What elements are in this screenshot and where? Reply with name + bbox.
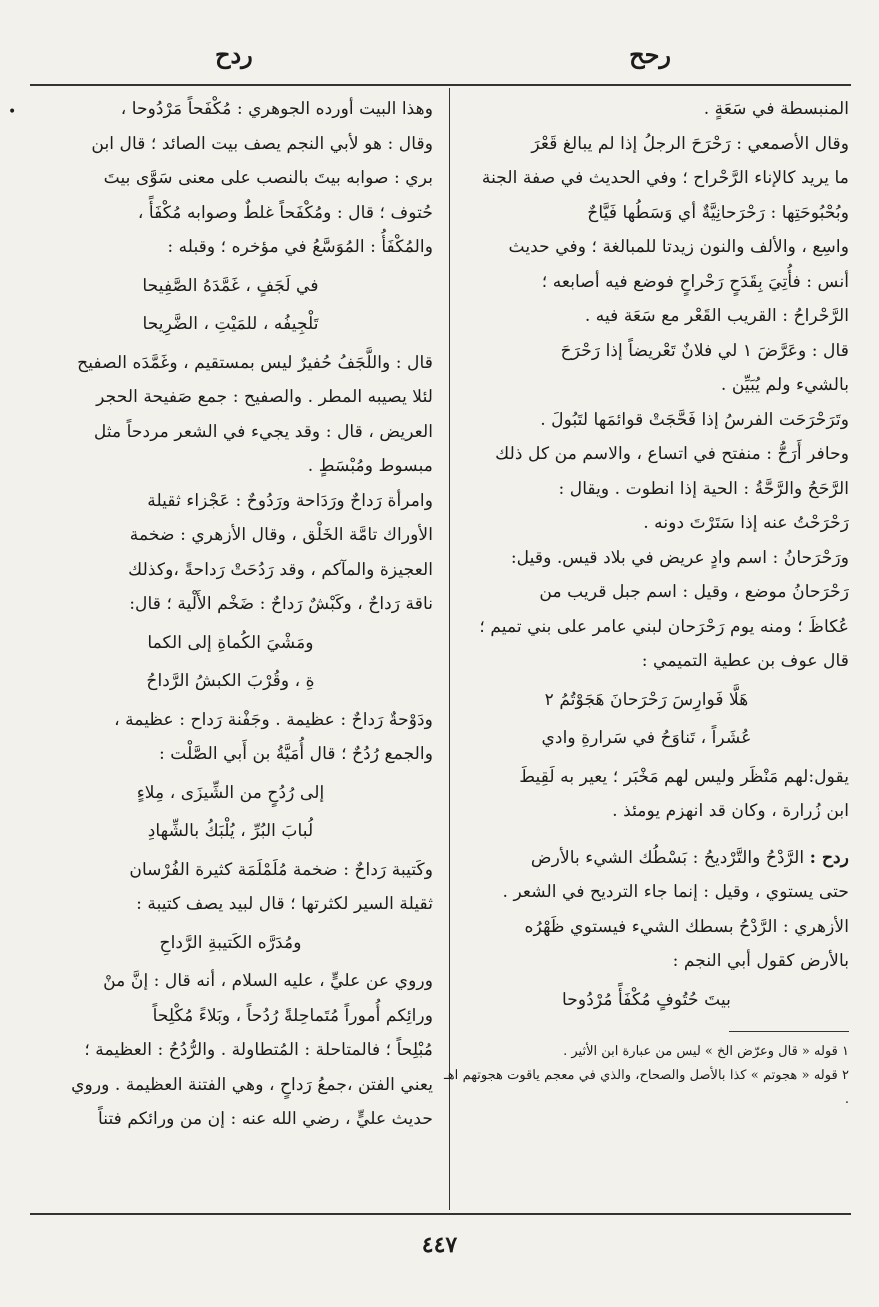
- text-line: وقال الأصمعي : رَحْرَحَ الرجلُ إذا لم يبالغ قَعْرَ: [531, 133, 849, 154]
- text-line: [444, 841, 849, 876]
- text-line: رَحْرَحْتُ عنه إذا سَتَرْتَ دونه .: [643, 513, 849, 533]
- bottom-rule: [30, 1213, 851, 1215]
- text-line: ورائِكم أُموراً مُتَماحِلةً رُدُحاً ، وبَلاءً مُكْلِحاً: [152, 1005, 433, 1026]
- text-line: وقال : هو لأبي النجم يصف بيت الصائد ؛ قال ابن: [91, 133, 433, 154]
- text-line: وحافر أَرَحُّ : منفتح في اتساع ، والاسم من كل ذلك: [495, 444, 849, 464]
- left-column: [28, 92, 433, 1137]
- text-line: مُبْلِحاً ؛ فالمتاحلة : المُتطاولة . والرُّدُحُ : العظيمة ؛: [84, 1040, 433, 1060]
- text-line: الأزهري : الرَّدْحُ بسطك الشيء فيستوي ظَهْرُه: [524, 916, 849, 937]
- text-line: وروي عن عليٍّ ، عليه السلام ، أنه قال : إنَّ منْ: [103, 971, 433, 991]
- text-line: واسِع ، والألف والنون زيدتا للمبالغة ؛ وفي حديث: [508, 237, 849, 257]
- footnotes: [444, 1040, 849, 1112]
- text-line: الرَّحَحُ والرَّحَّةُ : الحية إذا انطوت . ويقال :: [558, 478, 849, 499]
- text-line: مبسوط ومُبْسَطٍ .: [307, 456, 433, 476]
- text-line: وامرأة رَداحٌ ورَدَاحة ورَدُوحٌ : عَجْزاء ثقيلة: [147, 490, 433, 511]
- footnote: ١ قوله « قال وعرّض الخ » ليس من عبارة ابن الأثير .: [563, 1044, 849, 1059]
- text-line: الأوراك تامَّة الخَلْق ، وقال الأزهري : ضخمة: [129, 525, 433, 545]
- text-line: قال : واللَّجَفُ حُفيرٌ ليس بمستقيم ، وغَمَّدَه الصفيح: [77, 352, 433, 373]
- text-line: وهذا البيت أورده الجوهري : مُكْفَحاً مَرْدُوحا ،: [120, 99, 433, 119]
- margin-bullet: •: [8, 104, 17, 120]
- text-line: بالشيء ولم يُبَيِّن .: [720, 375, 849, 395]
- text-line: يعني الفتن ،جمعُ رَداحٍ ، وهي الفتنة العظيمة . وروي: [71, 1074, 433, 1095]
- footnote: ٢ قوله « هجوتم » كذا بالأصل والصحاح، والذي في معجم ياقوت هجوتهم اهـ .: [444, 1068, 849, 1107]
- text-line: يقول:لهم مَنْظَر وليس لهم مَخْبَر ؛ يعير به لَقِيطَ: [519, 766, 849, 787]
- text-line: ثقيلة السير لكثرتها ؛ قال لبيد يصف كتيبة :: [136, 894, 433, 914]
- text-line: وتَرَحْرَحَت الفرسُ إذا فَحَّجَتْ قوائمَها لتَبُولَ .: [540, 409, 849, 430]
- text-line: ناقة رَداحٌ ، وكَبْشٌ رَداحٌ : ضَخْم الأَلْية ؛ قال:: [129, 594, 433, 614]
- text-line: حُتوف ؛ قال : ومُكْفَحاً غلطٌ وصوابه مُكْفَأً ،: [137, 202, 433, 223]
- text-line: بالأرض كقول أبي النجم :: [672, 951, 849, 971]
- verse-line: تَلْجِيفُه ، للمَيْتِ ، الضَّرِيحا: [142, 314, 319, 334]
- verse-line: لُبابَ البُرِّ ، يُلْبَكُ بالشِّهادِ: [147, 821, 314, 841]
- right-column: [444, 92, 849, 1112]
- entry-headword: ردح :: [809, 847, 849, 868]
- text-line: قال عوف بن عطية التميمي :: [641, 651, 849, 671]
- verse-line: ومَشْيَ الكُماةِ إلى الكما: [147, 632, 314, 653]
- text-line: الرَّحْراحُ : القريب القَعْر مع سَعَة فيه .: [584, 306, 849, 326]
- text-line: رَحْرَحانُ موضع ، وقيل : اسم جبل قريب من: [539, 582, 849, 602]
- text-line: قال : وعَرَّضَ ١ لي فلانٌ تَعْريضاً إذا رَحْرَحَ: [560, 340, 849, 361]
- text-line: والجمع رُدُحٌ ؛ قال أُمَيَّةُ بن أَبي الصَّلْت :: [158, 744, 433, 764]
- verse-line: ومُدَرَّه الكَتيبةِ الرَّداحِ: [159, 932, 302, 953]
- text-line: حتى يستوي ، وقيل : إنما جاء الترديح في الشعر .: [502, 882, 849, 902]
- entry-text: الرَّدْحُ والتَّرْديحُ : بَسْطُك الشيء بالأرض: [530, 847, 805, 868]
- text-line: وبُحْبُوحَتِها : رَحْرَحانِيَّةٌ أي وَسَطُها فَيَّاحٌ: [587, 202, 849, 223]
- left-header-word: ردح: [215, 40, 253, 69]
- verse-line: في لَجَفٍ ، غَمَّدَهُ الصَّفِيحا: [142, 275, 319, 296]
- text-line: ودَوْحةٌ رَداحٌ : عظيمة . وجَفْنة رَداح : عظيمة ،: [114, 709, 433, 730]
- entry-gap: [444, 829, 849, 841]
- text-line: العجيزة والمآكم ، وقد رَدُحَتْ رَداحةً ،وكذلك: [128, 559, 433, 580]
- top-rule: [30, 84, 851, 86]
- verse-line: إلى رُدُحٍ من الشِّيزَى ، مِلاءٍ: [136, 782, 325, 803]
- right-header-word: رحح: [629, 40, 671, 69]
- verse-line: ةِ ، وقُرْبَ الكبشُ الرَّداحُ: [146, 671, 315, 691]
- text-line: العريض ، قال : وقد يجيء في الشعر مردحاً مثل: [93, 421, 433, 442]
- text-line: وكَتيبة رَداحٌ : ضخمة مُلَمْلَمَة كثيرة الفُرْسان: [129, 859, 433, 880]
- page-number: ٤٤٧: [421, 1232, 458, 1258]
- text-line: لئلا يصيبه المطر . والصفيح : جمع صَفيحة الحجر: [96, 387, 433, 407]
- text-line: بري : صوابه بيتَ بالنصب على معنى سَوَّى بيتَ: [103, 168, 433, 188]
- text-line: حديث عليٍّ ، رضي الله عنه : إن من ورائكم فتناً: [98, 1109, 433, 1129]
- text-line: عُكاظَ ؛ ومنه يوم رَحْرَحان لبني عامر على بني تميم ؛: [479, 616, 849, 637]
- verse-line: هَلَّا فَوارِسَ رَحْرَحانَ هَجَوْتُمُ ٢: [544, 689, 749, 710]
- text-line: أنس : فأُتِيَ بِقَدَحٍ رَحْراحٍ فوضع فيه أصابعه ؛: [541, 271, 849, 292]
- text-line: المنبسطة في سَعَةٍ .: [703, 99, 849, 119]
- text-line: والمُكْفَأُ : المُوَسَّعُ في مؤخره ؛ وقبله :: [167, 237, 433, 257]
- text-line: ابن زُرارة ، وكان قد انهزم يومئذ .: [612, 801, 849, 821]
- footnote-rule: [729, 1031, 849, 1032]
- text-line: ما يريد كالإناء الرَّحْراح ؛ وفي الحديث في صفة الجنة: [481, 168, 849, 188]
- verse-line: عُشَراً ، تَناوَحُ في سَرارةِ وادي: [541, 728, 752, 748]
- text-line: ورَحْرَحانُ : اسم وادٍ عريض في بلاد قيس. وقيل:: [510, 547, 849, 568]
- verse-line: بيتَ حُتُوفٍ مُكْفَأً مُرْدُوحا: [562, 989, 731, 1010]
